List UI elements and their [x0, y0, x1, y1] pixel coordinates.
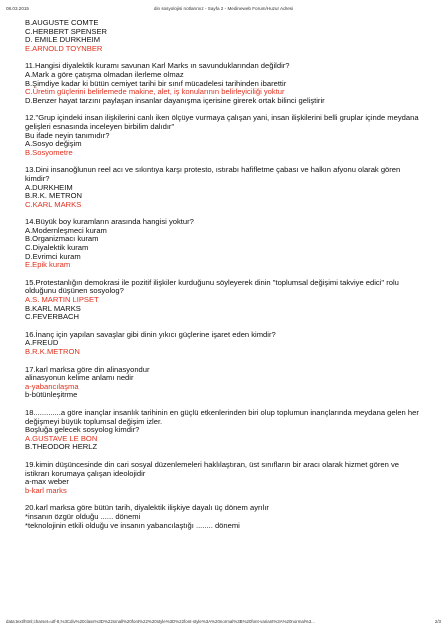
question-line: Bu ifade neyin tanımıdır?	[25, 130, 110, 140]
answer-highlight: E.Epik kuram	[25, 260, 71, 270]
question-line: D.Evrimci kuram	[25, 251, 81, 261]
question-line: D. EMILE DURKHEIM	[25, 35, 101, 45]
question-line: a-max weber	[25, 477, 69, 487]
answer-highlight: E.ARNOLD TOYNBER	[25, 43, 103, 53]
answer-highlight: b-karl marks	[25, 485, 67, 495]
answer-highlight: A.GUSTAVE LE BON	[25, 433, 98, 443]
question-line: 16.İnanç için yapılan savaşlar gibi dinin yıkıcı güçlerine işaret eden kimdir?	[25, 329, 276, 339]
question-line: B.R.K. METRON	[25, 191, 82, 201]
answer-highlight: a-yabancılaşma	[25, 381, 79, 391]
question-block	[25, 409, 425, 452]
question-line: alinasyonun kelime anlamı nedir	[25, 373, 134, 383]
question-line: A.Sosyo değişim	[25, 139, 82, 149]
question-block	[25, 461, 425, 495]
question-line: A.DURKHEIM	[25, 182, 73, 192]
page-footer	[6, 619, 441, 627]
source-url: data:text/html;charset=utf-8,%3Cdiv%20class%3D%22small%20font%22%20style%3D%22font-style%3A%20normal%3B%20font-variant%3A%20normal%3...	[6, 619, 315, 624]
question-line: B.Şimdiye kadar ki bütün cemiyet tarihi bir sınıf mücadelesi tarihinden ibarettir	[25, 78, 287, 88]
page-title: din sosyolojisi notlarımız - Sayfa 2 - Medineweb Forum/Huzur Adresi	[153, 6, 294, 11]
question-line: B.Organizmacı kuram	[25, 234, 99, 244]
question-line: *teknolojinin etkili olduğu ve insanın yabancılaştığı ........ dönemi	[25, 520, 240, 530]
question-line: A.Modernleşmeci kuram	[25, 225, 107, 235]
question-line: 17.karl marksa göre din alinasyondur	[25, 364, 150, 374]
question-line: 11.Hangisi diyalektik kuramı savunan Karl Marks ın savunduklarından değildir?	[25, 61, 290, 71]
question-line: Boşluğa gelecek sosyolog kimdir?	[25, 425, 140, 435]
question-line: 12."Grup içindeki insan ilişkilerini canlı iken ölçüye vurmaya çalışan yani, insan ilişkilerini belli gruplar içinde meydana gelişleri esnasında inceleyen birbilim dalıdır"	[25, 113, 419, 131]
question-line: 14.Büyük boy kuramların arasında hangisi yoktur?	[25, 217, 194, 227]
question-line: A.FREUD	[25, 338, 59, 348]
question-block	[25, 366, 425, 400]
question-block	[25, 218, 425, 270]
question-line: 19.kimin düşüncesinde din cari sosyal düzenlemeleri haklılaştıran, üst sınıfların bir aracı olarak hizmet gören ve istikrarı korumaya çalışan ideolojidir	[25, 459, 399, 478]
question-block	[25, 114, 425, 157]
question-line: B.THEODOR HERLZ	[25, 442, 98, 452]
question-line: *insanın özgür olduğu ...... dönemi	[25, 511, 141, 521]
question-line: b-bütünleşitrme	[25, 390, 78, 400]
answer-highlight: C.Üretim güçlerini belirlemede makine, alet, iş konularının belirleyiciliği yoktur	[25, 87, 285, 97]
question-line: C.HERBERT SPENSER	[25, 26, 108, 36]
question-line: 18.............a göre inançlar insanlık tarihinin en güçlü etkenlerinden biri olup toplumun inançlarında meydana gelen her değişmeyi büyük toplumsal değişim izler.	[25, 407, 419, 426]
question-block	[25, 19, 425, 53]
answer-highlight: B.Sosyometre	[25, 147, 73, 157]
answer-highlight: B.R.K.METRON	[25, 347, 80, 356]
question-line: B.KARL MARKS	[25, 303, 81, 313]
print-date: 08.03.2015	[6, 6, 29, 11]
question-line: A.Mark a göre çatışma olmadan ilerleme olmaz	[25, 69, 184, 79]
question-line: 13.Dini insanoğlunun reel acı ve sıkıntıya karşı protesto, ıstırabı hafifletme çabası ve halkın afyonu olarak gören kimdir?	[25, 165, 401, 183]
question-line: 15.Protestanlığın demokrasi ile pozitif ilişkiler kurduğunu söyleyerek dinin "toplumsal değişimi takviye edici" rolu olduğunu düşünen sosyolog?	[25, 277, 399, 296]
question-block	[25, 166, 425, 209]
question-block	[25, 504, 425, 530]
question-line: 20.karl marksa göre bütün tarih, diyalektik ilişkiye dayalı üç dönem ayrılır	[25, 503, 269, 513]
page-number: 2/3	[434, 619, 441, 624]
question-line: B.AUGUSTE COMTE	[25, 18, 99, 27]
question-block	[25, 279, 425, 322]
document-body	[25, 19, 425, 530]
question-block	[25, 62, 425, 105]
question-line: C.Diyalektik kuram	[25, 243, 89, 253]
question-line: C.FEVERBACH	[25, 312, 80, 322]
question-block	[25, 331, 425, 357]
answer-highlight: A.S. MARTIN LIPSET	[25, 295, 99, 305]
question-line: D.Benzer hayat tarzını paylaşan insanlar dayanışma içerisine girerek ortak bilinci geliştirir	[25, 95, 325, 105]
answer-highlight: C.KARL MARKS	[25, 199, 82, 209]
page-header	[6, 6, 441, 16]
